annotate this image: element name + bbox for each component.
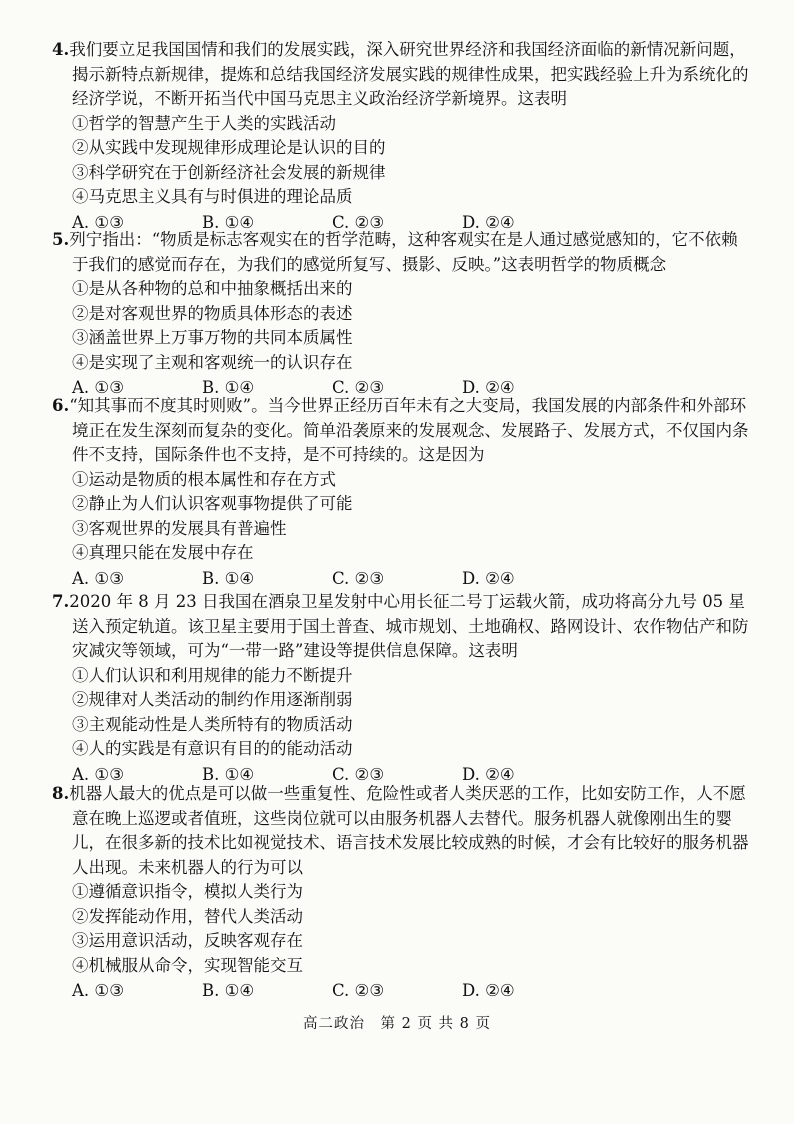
choice-b: B. ①④ [202, 981, 255, 1000]
choice-a: A. ①③ [72, 981, 124, 1000]
option-2: ②从实践中发现规律形成理论是认识的目的 [72, 138, 386, 157]
choice-c: C. ②③ [332, 764, 385, 784]
option-4: ④机械服从命令，实现智能交互 [72, 955, 303, 975]
choice-a: A. ①③ [72, 568, 124, 588]
choice-d: D. ②④ [462, 378, 515, 397]
choice-c: C. ②③ [332, 378, 385, 397]
question-5 [52, 228, 752, 401]
choice-d: D. ②④ [462, 568, 515, 588]
choice-a: A. ①③ [72, 378, 124, 397]
page-footer: 高二政治 第 2 页 共 8 页 [303, 1016, 491, 1032]
choice-b: B. ①④ [202, 568, 255, 588]
option-2: ②静止为人们认识客观事物提供了可能 [72, 494, 353, 513]
choice-d: D. ②④ [462, 764, 515, 784]
choice-c: C. ②③ [332, 212, 385, 232]
question-8 [52, 782, 752, 1004]
choice-b: B. ①④ [202, 212, 255, 232]
choice-b: B. ①④ [202, 378, 255, 397]
option-2: ②发挥能动作用，替代人类活动 [72, 906, 303, 926]
question-7 [52, 590, 752, 788]
question-stem: 8.机器人最大的优点是可以做一些重复性、危险性或者人类厌恶的工作，比如安防工作，人不愿意在晚上巡逻或者值班，这些岗位就可以由服务机器人去替代。服务机器人就像刚出生的婴儿，在很多新的技术比如视觉技术、语言技术发展比较成熟的时候，才会有比较好的服务机器人出现。未来机器人的行为可以 [52, 784, 749, 877]
option-1: ①是从各种物的总和中抽象概括出来的 [72, 279, 353, 298]
option-3: ③科学研究在于创新经济社会发展的新规律 [72, 162, 386, 182]
question-stem: 7.2020 年 8 月 23 日我国在酒泉卫星发射中心用长征二号丁运载火箭，成功将高分九号 05 星送入预定轨道。该卫星主要用于国土普查、城市规划、土地确权、路网设计、农作物估产和防灾减灾等领域，可为“一带一路”建设等提供信息保障。这表明 [52, 592, 749, 660]
option-1: ①遵循意识指令，模拟人类行为 [72, 882, 303, 901]
option-2: ②是对客观世界的物质具体形态的表述 [72, 303, 353, 323]
option-3: ③客观世界的发展具有普遍性 [72, 518, 287, 538]
choice-a: A. ①③ [72, 764, 124, 784]
choice-a: A. ①③ [72, 212, 124, 232]
option-3: ③运用意识活动，反映客观存在 [72, 931, 303, 950]
question-6 [52, 394, 752, 592]
question-stem: 4.我们要立足我国国情和我们的发展实践，深入研究世界经济和我国经济面临的新情况新问题，揭示新特点新规律，提炼和总结我国经济发展实践的规律性成果，把实践经验上升为系统化的经济学说，不断开拓当代中国马克思主义政治经济学新境界。这表明 [52, 40, 749, 108]
question-stem: 6.“知其事而不度其时则败”。当今世界正经历百年未有之大变局，我国发展的内部条件和外部环境正在发生深刻而复杂的变化。简单沿袭原来的发展观念、发展路子、发展方式，不仅国内条件不支持，国际条件也不支持，是不可持续的。这是因为 [52, 396, 749, 464]
choice-c: C. ②③ [332, 568, 385, 588]
option-4: ④人的实践是有意识有目的的能动活动 [72, 739, 353, 758]
answer-choices [52, 978, 752, 1004]
option-1: ①人们认识和利用规律的能力不断提升 [72, 665, 353, 685]
option-4: ④马克思主义具有与时俱进的理论品质 [72, 187, 353, 206]
option-1: ①哲学的智慧产生于人类的实践活动 [72, 113, 336, 133]
choice-d: D. ②④ [462, 981, 515, 1000]
option-1: ①运动是物质的根本属性和存在方式 [72, 469, 336, 489]
choice-c: C. ②③ [332, 981, 385, 1000]
option-3: ③涵盖世界上万事万物的共同本质属性 [72, 328, 353, 347]
choice-d: D. ②④ [462, 212, 515, 232]
option-4: ④是实现了主观和客观统一的认识存在 [72, 352, 353, 372]
answer-choices [52, 566, 752, 592]
option-3: ③主观能动性是人类所特有的物质活动 [72, 714, 353, 734]
choice-b: B. ①④ [202, 764, 255, 784]
option-4: ④真理只能在发展中存在 [72, 543, 254, 562]
question-4 [52, 38, 752, 236]
option-2: ②规律对人类活动的制约作用逐渐削弱 [72, 690, 353, 709]
question-stem: 5.列宁指出：“物质是标志客观实在的哲学范畴，这种客观实在是人通过感觉感知的，它不依赖于我们的感觉而存在，为我们的感觉所复写、摄影、反映。”这表明哲学的物质概念 [52, 230, 738, 274]
